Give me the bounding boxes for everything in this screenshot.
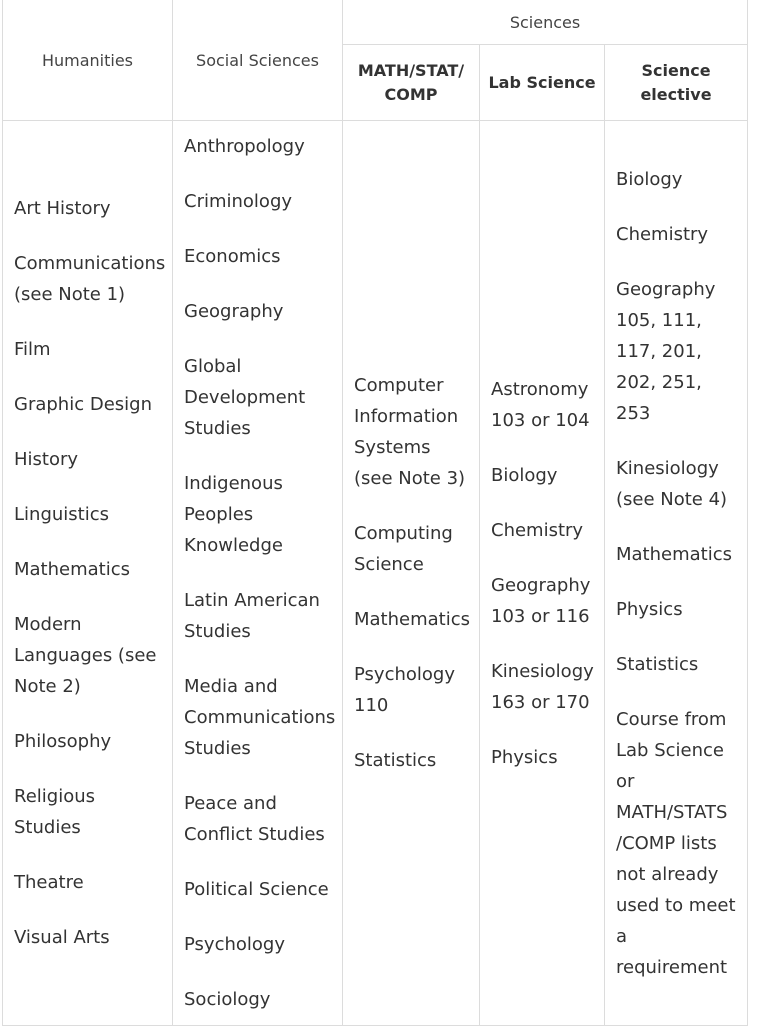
social-sciences-cell [173,121,343,1026]
humanities-course: History [14,449,79,470]
social-sciences-course: Sociology [184,989,271,1010]
social-sciences-course: Anthropology [184,136,305,157]
math-stat-comp-course: Computing Science [354,523,453,575]
lab-science-course: Chemistry [491,519,584,541]
social-sciences-course: Criminology [184,191,293,212]
science-elective-course: Chemistry [616,223,709,245]
table-row [3,121,748,1026]
social-sciences-course: Media and Communications Studies [184,676,336,759]
header-science-elective: Science elective [605,45,748,121]
humanities-course: Art History [14,198,111,219]
social-sciences-course: Geography [184,301,284,322]
lab-science-cell [480,121,605,1026]
humanities-course: Modern Languages (see Note 2) [14,614,157,697]
course-requirements-table [2,0,748,1026]
humanities-course: Visual Arts [14,927,110,948]
humanities-course: Linguistics [14,504,109,525]
science-elective-course: Physics [616,598,683,620]
lab-science-course: Geography 103 or 116 [491,574,591,627]
humanities-course: Film [14,339,51,360]
humanities-course: Graphic Design [14,394,152,415]
social-sciences-course: Economics [184,246,281,267]
humanities-course: Philosophy [14,731,112,752]
math-stat-comp-course: Statistics [354,750,437,771]
humanities-course: Mathematics [14,559,130,580]
lab-science-course: Kinesiology 163 or 170 [491,660,594,713]
lab-science-course: Physics [491,746,558,768]
lab-science-course: Biology [491,464,558,486]
science-elective-course: Geography 105, 111, 117, 201, 202, 251, 253 [616,278,716,424]
header-social-sciences: Social Sciences [173,0,343,121]
header-humanities: Humanities [3,0,173,121]
social-sciences-course: Peace and Conflict Studies [184,793,325,845]
science-elective-cell [605,121,748,1026]
lab-science-course: Astronomy 103 or 104 [491,378,590,431]
social-sciences-course: Global Development Studies [184,356,306,439]
math-stat-comp-course: Computer Information Systems (see Note 3) [354,375,466,489]
humanities-cell [3,121,173,1026]
humanities-course: Theatre [14,872,84,893]
humanities-course: Communications (see Note 1) [14,253,166,305]
social-sciences-course: Indigenous Peoples Knowledge [184,473,283,556]
header-lab-science: Lab Science [480,45,605,121]
math-stat-comp-course: Psychology 110 [354,664,455,716]
humanities-course: Religious Studies [14,786,95,838]
science-elective-course: Statistics [616,653,699,675]
science-elective-course: Course from Lab Science or MATH/STATS /COMP lists not already used to meet a requirement [616,708,736,978]
header-math-stat-comp: MATH/STAT/ COMP [343,45,480,121]
math-stat-comp-cell [343,121,480,1026]
math-stat-comp-course: Mathematics [354,609,470,630]
science-elective-course: Biology [616,168,683,190]
header-sciences: Sciences [343,0,748,45]
social-sciences-course: Latin American Studies [184,590,320,642]
social-sciences-course: Psychology [184,934,285,955]
science-elective-course: Kinesiology (see Note 4) [616,457,728,510]
science-elective-course: Mathematics [616,543,732,565]
social-sciences-course: Political Science [184,879,329,900]
